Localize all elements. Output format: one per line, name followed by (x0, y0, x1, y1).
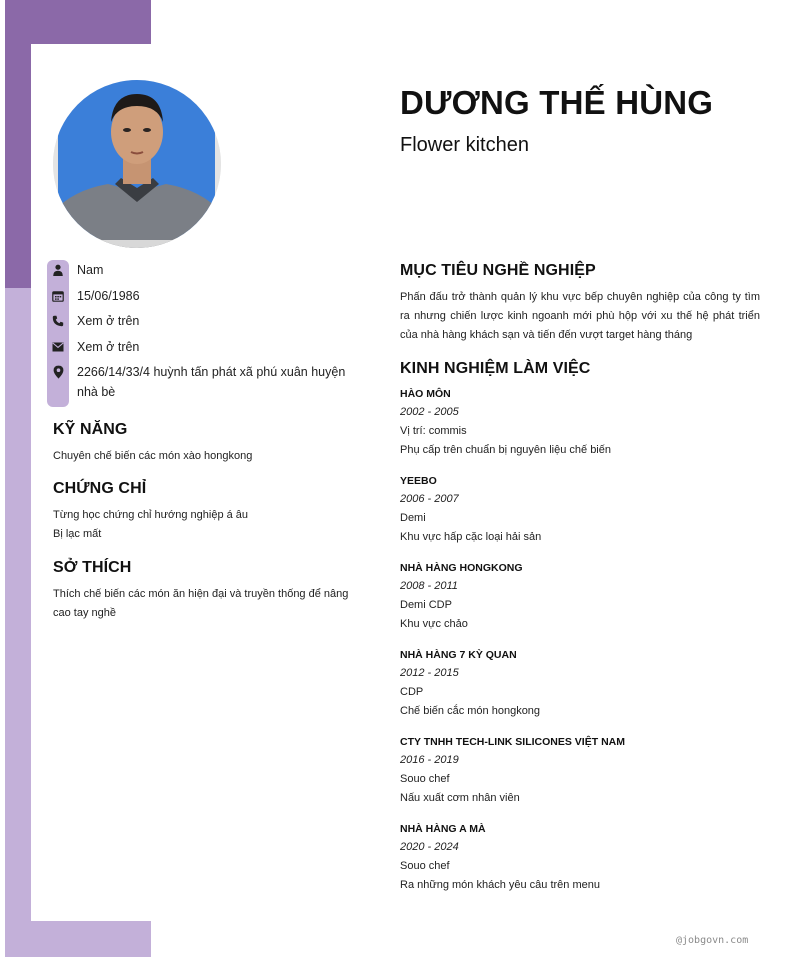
phone-text: Xem ở trên (77, 314, 140, 328)
address-text: 2266/14/33/4 huỳnh tấn phát xã phú xuân huyện nhà bè (77, 365, 346, 399)
job-entry (400, 560, 760, 634)
gender-text: Nam (77, 263, 104, 277)
job-entry (400, 647, 760, 721)
job-company: YEEBO (400, 475, 437, 487)
job-period: 2002 - 2005 (400, 406, 459, 418)
job-period: 2016 - 2019 (400, 754, 459, 766)
contact-email (47, 337, 367, 357)
job-role: Vị trí: commis (400, 425, 467, 437)
job-description: Khu vực chảo (400, 618, 468, 630)
job-entry (400, 734, 760, 808)
contact-birthday (47, 286, 367, 306)
job-role: Souo chef (400, 773, 450, 785)
skill-item: Chuyên chế biến các món xào hongkong (53, 450, 253, 462)
job-company: NHÀ HÀNG 7 KỲ QUAN (400, 649, 517, 661)
job-company: NHÀ HÀNG A MÀ (400, 823, 486, 835)
birthday-text: 15/06/1986 (77, 289, 140, 303)
job-role: CDP (400, 686, 424, 698)
certificates-title: CHỨNG CHỈ (53, 480, 147, 497)
watermark: @jobgovn.com (676, 935, 749, 946)
job-description: Ra những món khách yêu câu trên menu (400, 879, 600, 891)
job-period: 2020 - 2024 (400, 841, 459, 853)
profile-photo (53, 80, 221, 248)
phone-icon (47, 311, 69, 331)
candidate-position: Flower kitchen (400, 134, 529, 156)
job-entry (400, 386, 760, 460)
email-text: Xem ở trên (77, 340, 140, 354)
contact-phone (47, 311, 367, 331)
candidate-name: DƯƠNG THẾ HÙNG (400, 84, 714, 121)
objective-title: MỤC TIÊU NGHỀ NGHIỆP (400, 262, 596, 279)
skills-title: KỸ NĂNG (53, 421, 128, 438)
job-role: Demi (400, 512, 426, 524)
email-icon (47, 337, 69, 357)
certificate-item: Bị lạc mất (53, 528, 102, 540)
job-description: Chế biến cắc món hongkong (400, 705, 541, 717)
location-icon (47, 362, 69, 382)
job-role: Souo chef (400, 860, 450, 872)
certificate-item: Từng học chứng chỉ hướng nghiệp á âu (53, 509, 249, 521)
objective-text: Phấn đấu trở thành quản lý khu vực bếp chuyên nghiệp của công ty tìm ra nhưng chiến lược kinh ngoanh mới phù hộp với xu thế hệ phát triển của nhà hàng khách sạn và tiến đến vượt target hàng tháng (400, 291, 760, 341)
job-company: HÀO MÔN (400, 388, 451, 400)
job-period: 2006 - 2007 (400, 493, 459, 505)
job-description: Phụ cấp trên chuẩn bị nguyên liệu chế biến (400, 444, 611, 456)
job-role: Demi CDP (400, 599, 452, 611)
job-period: 2008 - 2011 (400, 580, 458, 592)
job-entry (400, 821, 760, 895)
calendar-icon (47, 286, 69, 306)
job-period: 2012 - 2015 (400, 667, 459, 679)
job-company: CTY TNHH TECH-LINK SILICONES VIỆT NAM (400, 736, 625, 748)
hobbies-text: Thích chế biến các món ăn hiện đại và truyền thống để nâng cao tay nghề (53, 588, 349, 619)
job-entry (400, 473, 760, 547)
job-company: NHÀ HÀNG HONGKONG (400, 562, 523, 574)
experience-title: KINH NGHIỆM LÀM VIỆC (400, 360, 591, 377)
job-description: Khu vực hấp cặc loại hải sản (400, 531, 542, 543)
hobbies-title: SỞ THÍCH (53, 559, 132, 576)
job-description: Nấu xuất cơm nhân viên (400, 792, 520, 804)
contact-gender (47, 260, 367, 280)
person-icon (47, 260, 69, 280)
contact-address (47, 362, 367, 402)
